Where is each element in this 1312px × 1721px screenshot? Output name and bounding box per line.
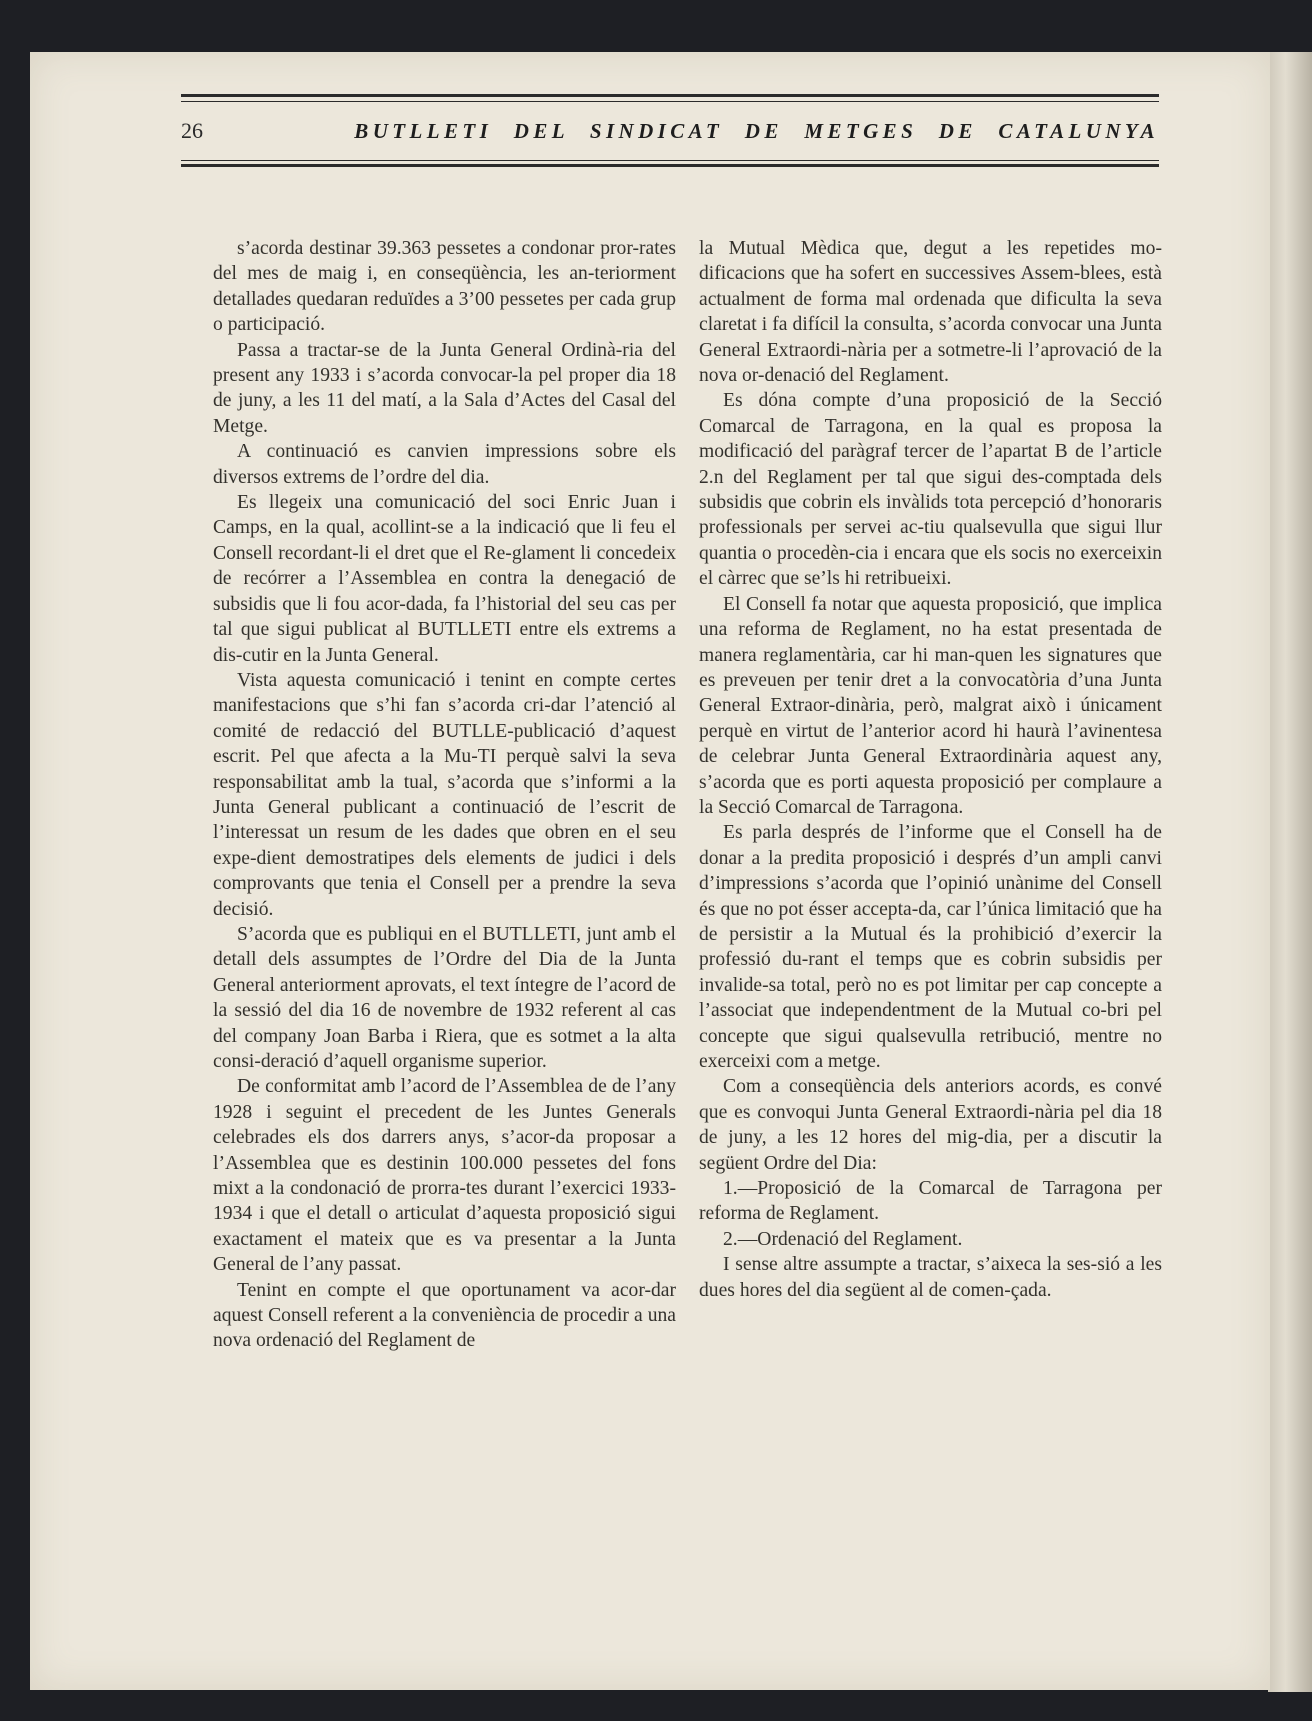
paragraph: Com a conseqüència dels anteriors acords, es convé que es convoqui Junta General Extraordi-nària pel dia 18 de juny, a les 12 hores del mig-dia, per a discutir la següent Ordre del Dia: — [699, 1076, 1162, 1174]
paragraph: Es dóna compte d’una proposició de la Secció Comarcal de Tarragona, en la qual es proposa la modificació del paràgraf tercer de l’apartat B de l’article 2.n del Reglament per tal que sigui des-comptada dels subsidis que cobrin els invàlids tota percepció d’honoraris professionals per servei ac-tiu qualsevulla que sigui llur quantia o procedèn-cia i encara que els socis no exerceixin el càrrec que se’ls hi retribueixi. — [699, 390, 1162, 590]
page-number: 26 — [181, 118, 203, 143]
paragraph: la Mutual Mèdica que, degut a les repetides mo-dificacions que ha sofert en successives Assem-blees, està actualment de forma mal ordenada que dificulta la seva claretat i fa difícil la consulta, s’acorda convocar una Junta General Extraordi-nària per a sotmetre-li l’aprovació de la nova or-denació del Reglament. — [699, 238, 1162, 387]
paragraph: Vista aquesta comunicació i tenint en compte certes manifestacions que s’hi fan s’acorda cri-dar l’atenció al comité de redacció del BUTLLE-publicació d’aquest escrit. Pel que afecta a la Mu-TI perquè salvi la seva responsabilitat amb la tual, s’acorda que s’informi a la Junta General publicant a continuació de l’escrit de l’interessat un resum de les dades que obren en el seu expe-dient demostratipes dels elements de judici i dels comprovants que tenia el Consell per a prendre la seva decisió. — [213, 669, 676, 920]
paragraph: Es parla després de l’informe que el Consell ha de donar a la predita proposició i després d’un ampli canvi d’impressions s’acorda que l’opinió unànime del Consell és que no pot ésser accepta-da, car l’única limitació que ha de persistir a la Mutual és la prohibició d’exercir la professió du-rant el temps que es cobrin subsidis per invalide-sa total, però no es pot limitar per cap concepte a l’associat que independentment de la Mutual co-bri pel concepte que sigui qualsevulla retribució, mentre no exerceixi com a metge. — [699, 822, 1162, 1072]
journal-title: BUTLLETI DEL SINDICAT DE METGES DE CATALUNYA — [354, 118, 1159, 143]
header-top-rule-thin — [181, 101, 1159, 102]
paragraph: El Consell fa notar que aquesta proposició, que implica una reforma de Reglament, no ha estat presentada de manera reglamentària, car hi man-quen les signatures que es preveuen per tenir dret a la convocatòria d’una Junta General Extraor-dinària, però, malgrat això i únicament perquè en virtut de l’anterior acord hi haurà l’avinentesa de celebrar Junta General Extraordinària aquest any, s’acorda que es porti aquesta proposició per complaure a la Secció Comarcal de Tarragona. — [699, 593, 1162, 818]
header-top-rule-thick — [181, 94, 1159, 97]
agenda-item: 2.—Ordenació del Reglament. — [723, 1228, 963, 1250]
paragraph: Es llegeix una comunicació del soci Enric Juan i Camps, en la qual, acollint-se a la indicació que li feu el Consell recordant-li el dret que el Re-glament li concedeix de recórrer a l’Assemblea en contra la denegació de subsidis que li fou acor-dada, fa l’historial del seu cas per tal que sigui publicat al BUTLLETI entre els extrems a dis-cutir en la Junta General. — [213, 492, 676, 666]
paragraph: Tenint en compte el que oportunament va acor-dar aquest Consell referent a la conveniència de procedir a una nova ordenació del Reglament de — [213, 1279, 676, 1352]
paragraph: s’acorda destinar 39.363 pessetes a condonar pror-rates del mes de maig i, en conseqüència, les an-teriorment detallades quedaran reduïdes a 3’00 pessetes per cada grup o participació. — [213, 238, 676, 336]
paragraph: A continuació es canvien impressions sobre els diversos extrems de l’ordre del dia. — [213, 441, 676, 488]
text-column-right — [699, 236, 1162, 1303]
agenda-item: 1.—Proposició de la Comarcal de Tarragona per reforma de Reglament. — [699, 1178, 1162, 1225]
paragraph: De conformitat amb l’acord de l’Assemblea de de l’any 1928 i seguint el precedent de les Juntes Generals celebrades els dos darrers anys, s’acor-da proposar a l’Assemblea que es destinin 100.000 pessetes del fons mixt a la condonació de prorra-tes durant l’exercici 1933-1934 i que el detall o articulat d’aquesta proposició sigui exactament el mateix que es va presentar a la Junta General de l’any passat. — [213, 1076, 676, 1276]
text-column-left — [213, 236, 676, 1354]
paragraph: I sense altre assumpte a tractar, s’aixeca la ses-sió a les dues hores del dia següent al de comen-çada. — [699, 1254, 1162, 1301]
paragraph: Passa a tractar-se de la Junta General Ordinà-ria del present any 1933 i s’acorda convocar-la pel proper dia 18 de juny, a les 11 del matí, a la Sala d’Actes del Casal del Metge. — [213, 339, 676, 437]
header-row — [181, 110, 1159, 152]
paragraph: S’acorda que es publiqui en el BUTLLETI, junt amb el detall dels assumptes de l’Ordre del Dia de la Junta General anteriorment aprovats, el text íntegre de l’acord de la sessió del dia 16 de novembre de 1932 referent al cas del company Joan Barba i Riera, que es sotmet a la alta consi-deració d’aquell organisme superior. — [213, 923, 676, 1072]
header-bottom-rule-thin — [181, 160, 1159, 161]
scan-page-edge — [1268, 52, 1312, 1692]
header-bottom-rule-thick — [181, 164, 1159, 167]
page-header — [181, 94, 1159, 204]
